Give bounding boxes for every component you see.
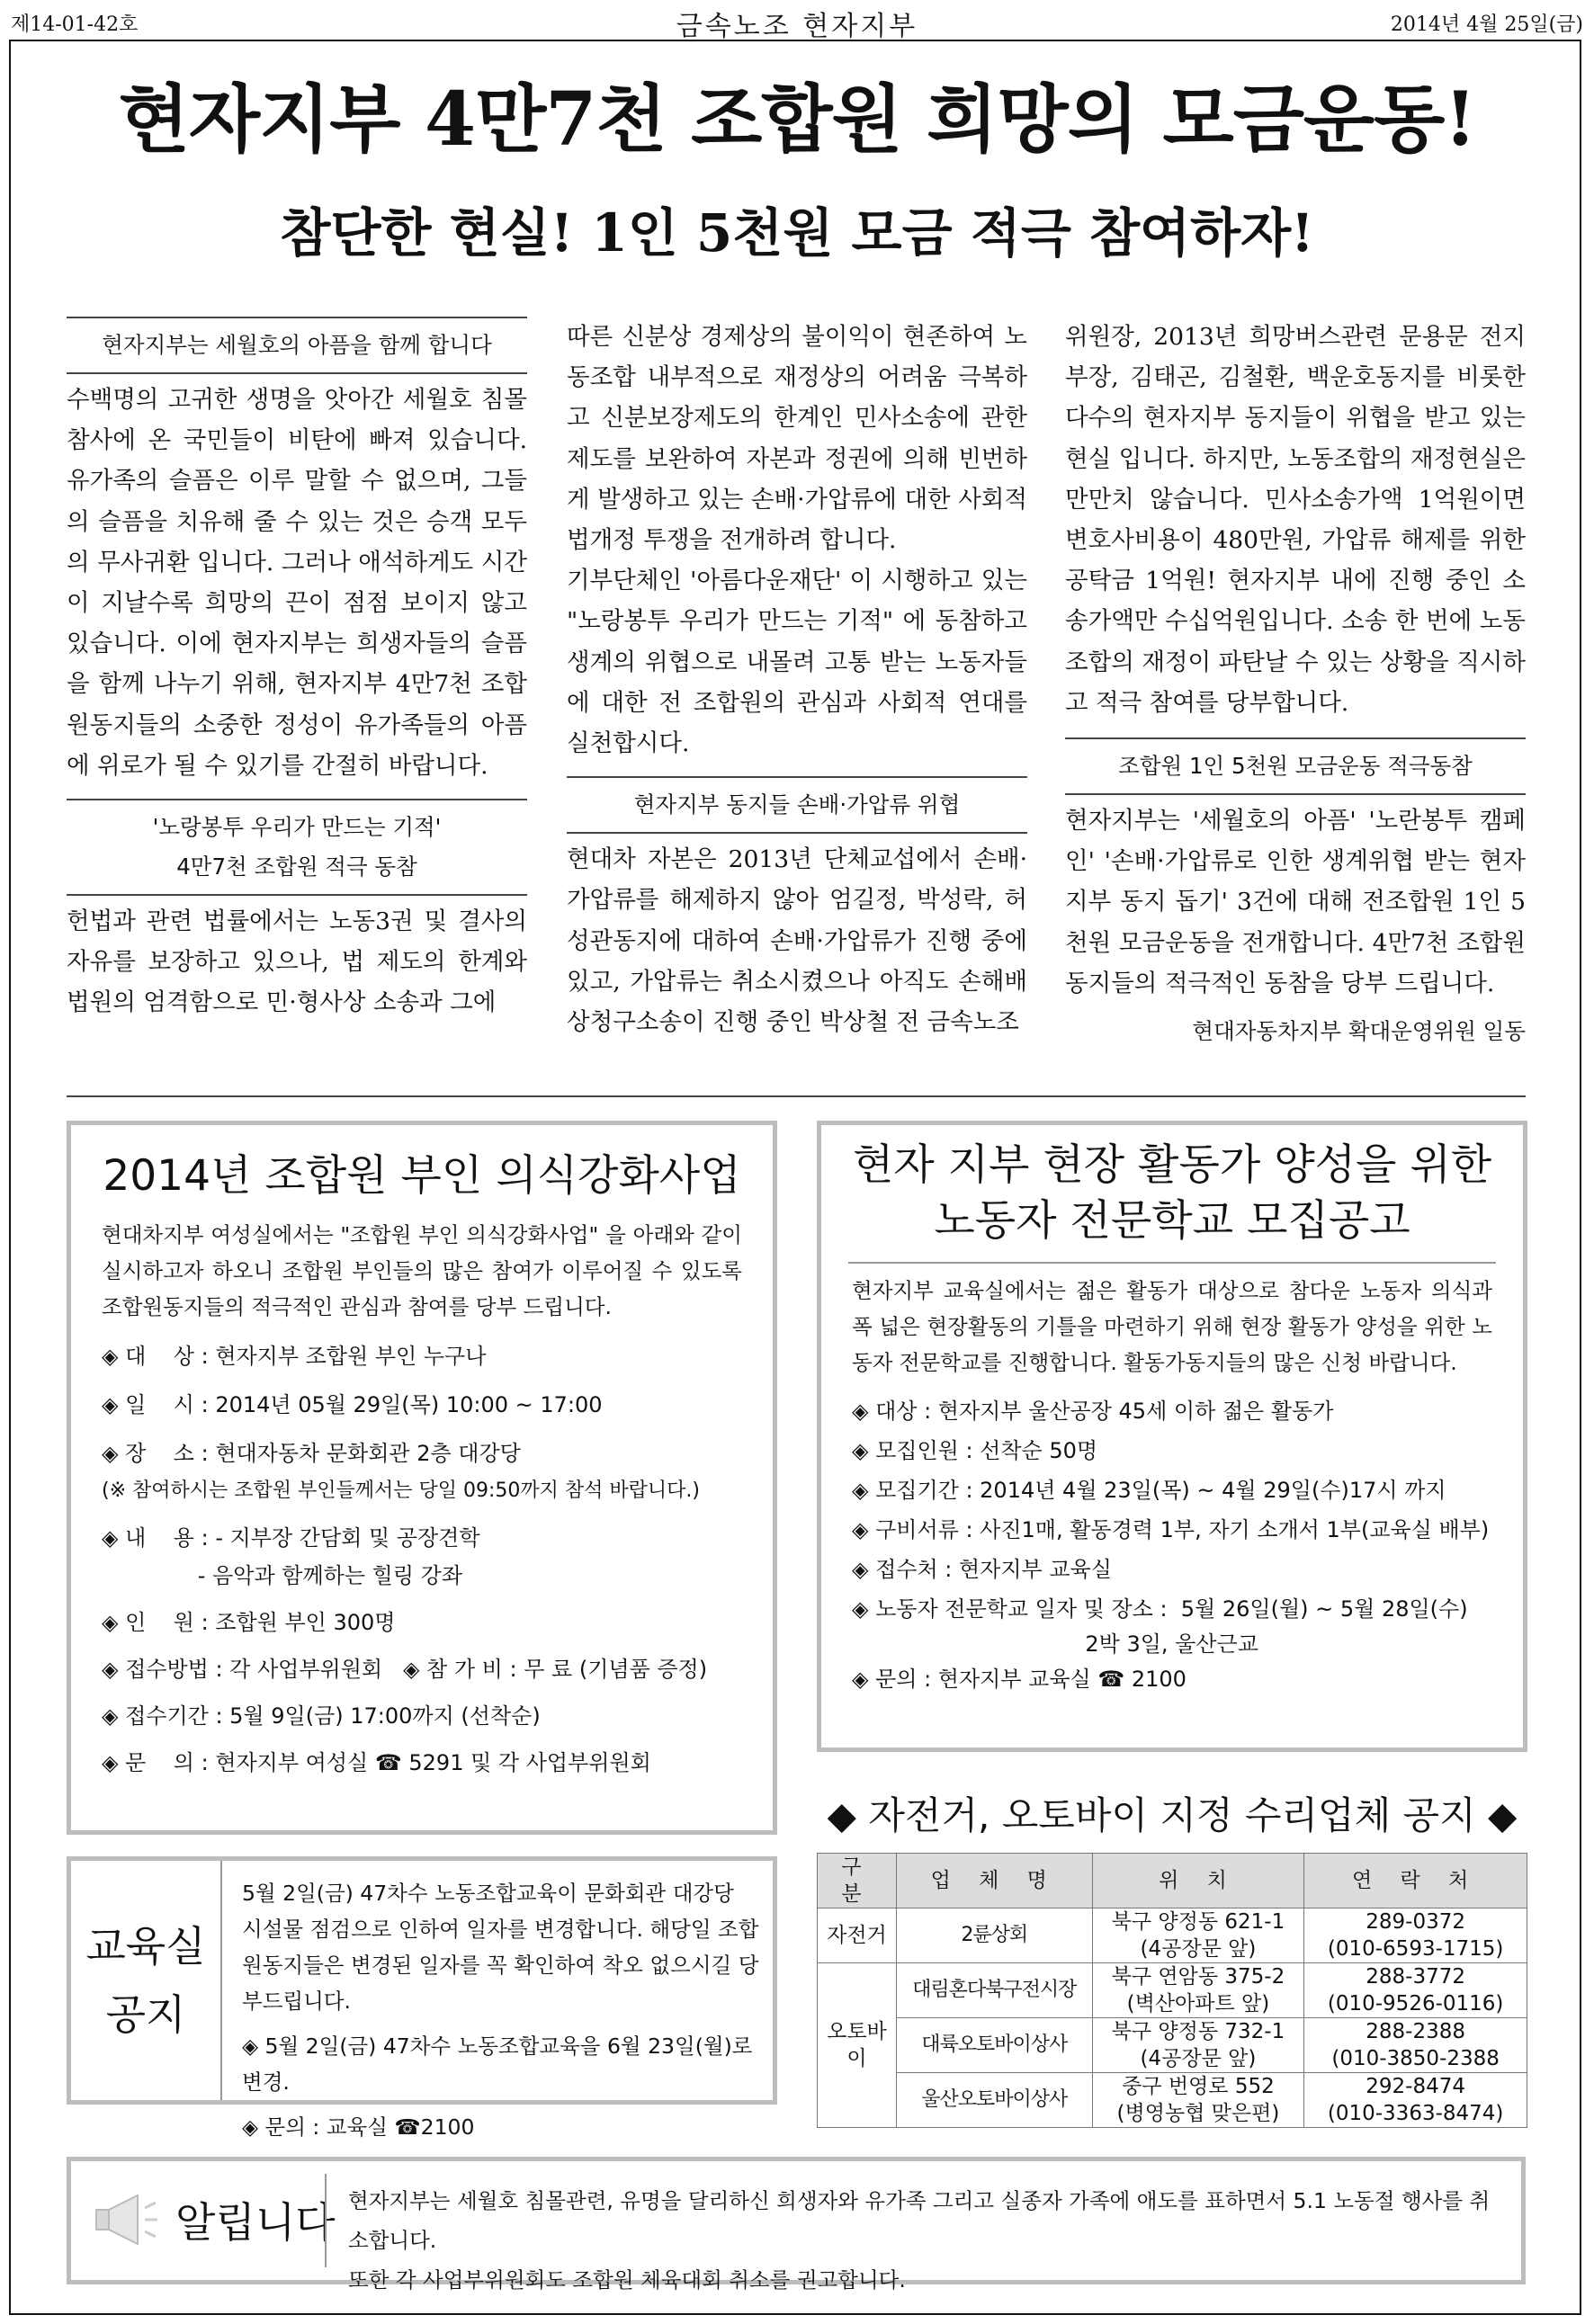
- box-item: ◈ 대상 : 현자지부 울산공장 45세 이하 젊은 활동가: [852, 1399, 1334, 1424]
- repair-shop-title: ◆ 자전거, 오토바이 지정 수리업체 공지 ◆: [827, 1793, 1518, 1837]
- column-header: 구 분: [818, 1854, 897, 1908]
- section-heading-line: 4만7천 조합원 적극 동참: [176, 854, 417, 880]
- table-row: [818, 1908, 1527, 1963]
- location-line: 북구 양정동 621-1: [1111, 1910, 1285, 1934]
- article-paragraph: 헌법과 관련 법률에서는 노동3권 및 결사의 자유를 보장하고 있으나, 법 제도의 한계와 법원의 엄격함으로 민·형사상 소송과 그에: [67, 907, 527, 1017]
- shop-name-cell: 대림혼다북구전시장: [896, 1963, 1092, 2018]
- divider: [325, 2174, 327, 2267]
- box-items: [821, 1391, 1523, 1699]
- box-title: [848, 1125, 1496, 1264]
- box-item: (※ 참여하시는 조합원 부인들께서는 당일 09:50까지 참석 바랍니다.): [102, 1479, 700, 1502]
- box-item: 2박 3일, 울산근교: [852, 1631, 1258, 1657]
- article-paragraph: 현자지부는 '세월호의 아픔' '노란봉투 캠페인' '손배·가압류로 인한 생계위협 받는 현자지부 동지 돕기' 3건에 대해 전조합원 1인 5천원 모금운동을 전개합니다. 4만7천 조합원동지들의 적극적인 동참을 당부 드립니다.: [1065, 807, 1526, 997]
- box-item: ◈ 접수처 : 현자지부 교육실: [852, 1557, 1112, 1582]
- location-line: (벽산아파트 앞): [1126, 1992, 1270, 2016]
- box-title-line: 노동자 전문학교 모집공고: [934, 1196, 1410, 1246]
- column-header: 업 체 명: [896, 1854, 1092, 1908]
- section-heading: 현자지부 동지들 손배·가압류 위협: [567, 776, 1027, 834]
- education-notice-label: [71, 1861, 222, 2100]
- box-item: - 음악과 함께하는 힐링 강좌: [102, 1563, 463, 1588]
- headline: 현자지부 4만7천 조합원 희망의 모금운동!: [118, 76, 1476, 163]
- location-cell: [1092, 1908, 1304, 1963]
- notice-item: ◈ 5월 2일(금) 47차수 노동조합교육을 6월 23일(월)로 변경.: [242, 2033, 753, 2095]
- repair-shop-table: [817, 1853, 1527, 2128]
- signature: 현대자동차지부 확대운영위원 일동: [1192, 1018, 1526, 1045]
- column-header: 위 치: [1092, 1854, 1304, 1908]
- article-column-1: [67, 317, 527, 1023]
- box-item: ◈ 문의 : 현자지부 교육실 ☎ 2100: [852, 1667, 1187, 1692]
- box-title: 2014년 조합원 부인 의식강화사업: [103, 1151, 741, 1201]
- contact-cell: [1304, 1963, 1527, 2018]
- megaphone-icon: [91, 2188, 163, 2251]
- shop-name-cell: 2륜상회: [896, 1908, 1092, 1963]
- location-line: (4공장문 앞): [1140, 1937, 1257, 1961]
- location-line: (4공장문 앞): [1140, 2047, 1257, 2070]
- announcement-label: 알립니다: [175, 2198, 336, 2247]
- contact-line: (010-6593-1715): [1327, 1937, 1504, 1961]
- announcement-line: 현자지부는 세월호 침몰관련, 유명을 달리하신 희생자와 유가족 그리고 실종자 가족에 애도를 표하면서 5.1 노동절 행사를 취소합니다.: [348, 2188, 1491, 2253]
- contact-line: (010-3850-2388: [1331, 2047, 1500, 2070]
- table-row: [818, 1963, 1527, 2018]
- announcement-box: [67, 2157, 1526, 2293]
- education-notice-box: [67, 1856, 777, 2140]
- contact-line: 292-8474: [1366, 2075, 1465, 2098]
- contact-line: (010-3363-8474): [1327, 2102, 1504, 2125]
- issue-date: 2014년 4월 25일(금): [1390, 13, 1583, 36]
- location-line: (병영농협 맞은편): [1116, 2102, 1280, 2125]
- box-item: ◈ 노동자 전문학교 일자 및 장소 : 5월 26일(월) ~ 5월 28일(수): [852, 1596, 1468, 1622]
- box-item: ◈ 문 의 : 현자지부 여성실 ☎ 5291 및 각 사업부위원회: [102, 1750, 651, 1775]
- column-header: 연 락 처: [1304, 1854, 1527, 1908]
- label-line: 공지: [105, 1990, 186, 2039]
- paper-name: 금속노조 현자지부: [676, 11, 918, 42]
- contact-line: 288-2388: [1366, 2020, 1465, 2043]
- article-paragraph: 현대차 자본은 2013년 단체교섭에서 손배·가압류를 해제하지 않아 엄길정, 박성락, 허성관동지에 대하여 손배·가압류가 진행 중에 있고, 가압류는 취소시켰으나 아직도 손해배상청구소송이 진행 중인 박상철 전 금속노조: [567, 845, 1027, 1037]
- contact-line: (010-9526-0116): [1327, 1992, 1504, 2016]
- location-line: 북구 양정동 732-1: [1111, 2020, 1285, 2043]
- notice-items: [242, 2028, 760, 2145]
- box-item: ◈ 인 원 : 조합원 부인 300명: [102, 1610, 396, 1635]
- shop-name-cell: 울산오토바이상사: [896, 2073, 1092, 2128]
- box-item: ◈ 내 용 : - 지부장 간담회 및 공장견학: [102, 1525, 480, 1551]
- box-title-line: 현자 지부 현장 활동가 양성을 위한: [852, 1140, 1492, 1190]
- box-item: ◈ 장 소 : 현대자동차 문화회관 2층 대강당: [102, 1441, 521, 1466]
- article-column-3: [1065, 317, 1526, 1051]
- box-item: ◈ 접수기간 : 5월 9일(금) 17:00까지 (선착순): [102, 1703, 541, 1729]
- category-cell: 오토바이: [818, 1963, 897, 2128]
- box-item: ◈ 구비서류 : 사진1매, 활동경력 1부, 자기 소개서 1부(교육실 배부): [852, 1517, 1490, 1542]
- education-notice-body: [242, 1875, 760, 2145]
- labor-school-box: [817, 1121, 1527, 1752]
- article-paragraph: 기부단체인 '아름다운재단' 이 시행하고 있는 "노랑봉투 우리가 만드는 기적" 에 동참하고 생계의 위협으로 내몰려 고통 받는 노동자들에 대한 전 조합원의 관심과 사회적 연대를 실천합시다.: [567, 567, 1027, 758]
- category-cell: 자전거: [818, 1908, 897, 1963]
- article-paragraph: 위원장, 2013년 희망버스관련 문용문 전지부장, 김태곤, 김철환, 백운호동지를 비롯한 다수의 현자지부 동지들이 위협을 받고 있는 현실 입니다. 하지만, 노동조합의 재정현실은 만만치 않습니다. 민사소송가액 1억원이면 변호사비용이 480만원, 가압류 해제를 위한 공탁금 1억원! 현자지부 내에 진행 중인 소송가액만 수십억원입니다. 소송 한 번에 노동조합의 재정이 파탄날 수 있는 상황을 직시하고 적극 참여를 당부합니다.: [1065, 323, 1526, 717]
- subheadline: 참단한 현실! 1인 5천원 모금 적극 참여하자!: [280, 202, 1314, 264]
- announcement-body: [348, 2181, 1500, 2300]
- location-cell: [1092, 1963, 1304, 2018]
- table-row: [818, 2073, 1527, 2128]
- box-items: [71, 1337, 773, 1782]
- wives-program-box: [67, 1121, 777, 1835]
- label-line: 교육실: [85, 1922, 206, 1971]
- issue-number: 제14-01-42호: [11, 13, 139, 36]
- location-line: 중구 번영로 552: [1122, 2075, 1275, 2098]
- notice-text: 5월 2일(금) 47차수 노동조합교육이 문화회관 대강당 시설물 점검으로 인하여 일자를 변경합니다. 해당일 조합원동지들은 변경된 일자를 꼭 확인하여 착오 없으시길 당부드립니다.: [242, 1881, 759, 2014]
- box-item: ◈ 모집기간 : 2014년 4월 23일(목) ~ 4월 29일(수)17시 까지: [852, 1478, 1446, 1503]
- location-line: 북구 연암동 375-2: [1111, 1965, 1285, 1989]
- section-heading: 조합원 1인 5천원 모금운동 적극동참: [1065, 737, 1526, 795]
- article-paragraph: 따른 신분상 경제상의 불이익이 현존하여 노동조합 내부적으로 재정상의 어려움 극복하고 신분보장제도의 한계인 민사소송에 관한 제도를 보완하여 자본과 정권에 의해 빈번하게 발생하고 있는 손배·가압류에 대한 사회적 법개정 투쟁을 전개하려 합니다.: [567, 323, 1027, 555]
- contact-line: 289-0372: [1366, 1910, 1465, 1934]
- section-heading-line: '노랑봉투 우리가 만드는 기적': [152, 814, 442, 841]
- contact-cell: [1304, 2073, 1527, 2128]
- announcement-line: 또한 각 사업부위원회도 조합원 체육대회 취소를 권고합니다.: [348, 2267, 906, 2293]
- contact-cell: [1304, 1908, 1527, 1963]
- table-header-row: [818, 1854, 1527, 1908]
- section-heading: [67, 799, 527, 896]
- section-divider: [67, 1095, 1526, 1097]
- box-item: ◈ 대 상 : 현자지부 조합원 부인 누구나: [102, 1344, 487, 1369]
- location-cell: [1092, 2073, 1304, 2128]
- box-item: ◈ 일 시 : 2014년 05월 29일(목) 10:00 ~ 17:00: [102, 1392, 603, 1417]
- article-column-2: [567, 317, 1027, 1042]
- notice-item: ◈ 문의 : 교육실 ☎2100: [242, 2114, 475, 2140]
- box-intro: 현자지부 교육실에서는 젊은 활동가 대상으로 참다운 노동자 의식과 폭 넓은 현장활동의 기틀을 마련하기 위해 현장 활동가 양성을 위한 노동자 전문학교를 진행합니다. 활동가동지들의 많은 신청 바랍니다.: [852, 1278, 1492, 1375]
- contact-line: 288-3772: [1366, 1965, 1465, 1989]
- masthead: [0, 0, 1594, 40]
- article-paragraph: 수백명의 고귀한 생명을 앗아간 세월호 침몰참사에 온 국민들이 비탄에 빠져 있습니다. 유가족의 슬픔은 이루 말할 수 없으며, 그들의 슬픔을 치유해 줄 수 있는 것은 승객 모두의 무사귀환 입니다. 그러나 애석하게도 시간이 지날수록 희망의 끈이 점점 보이지 않고 있습니다. 이에 현자지부는 희생자들의 슬픔을 함께 나누기 위해, 현자지부 4만7천 조합원동지들의 소중한 정성이 유가족들의 아픔에 위로가 될 수 있기를 간절히 바랍니다.: [67, 386, 527, 780]
- shop-name-cell: 대륙오토바이상사: [896, 2018, 1092, 2073]
- box-item: ◈ 모집인원 : 선착순 50명: [852, 1438, 1098, 1463]
- contact-cell: [1304, 2018, 1527, 2073]
- box-intro: 현대차지부 여성실에서는 "조합원 부인 의식강화사업" 을 아래와 같이 실시하고자 하오니 조합원 부인들의 많은 참여가 이루어질 수 있도록 조합원동지들의 적극적인 관심과 참여를 당부 드립니다.: [102, 1222, 742, 1319]
- table-row: [818, 2018, 1527, 2073]
- location-cell: [1092, 2018, 1304, 2073]
- box-item: ◈ 접수방법 : 각 사업부위원회 ◈ 참 가 비 : 무 료 (기념품 증정): [102, 1657, 708, 1682]
- section-heading: 현자지부는 세월호의 아픔을 함께 합니다: [67, 317, 527, 374]
